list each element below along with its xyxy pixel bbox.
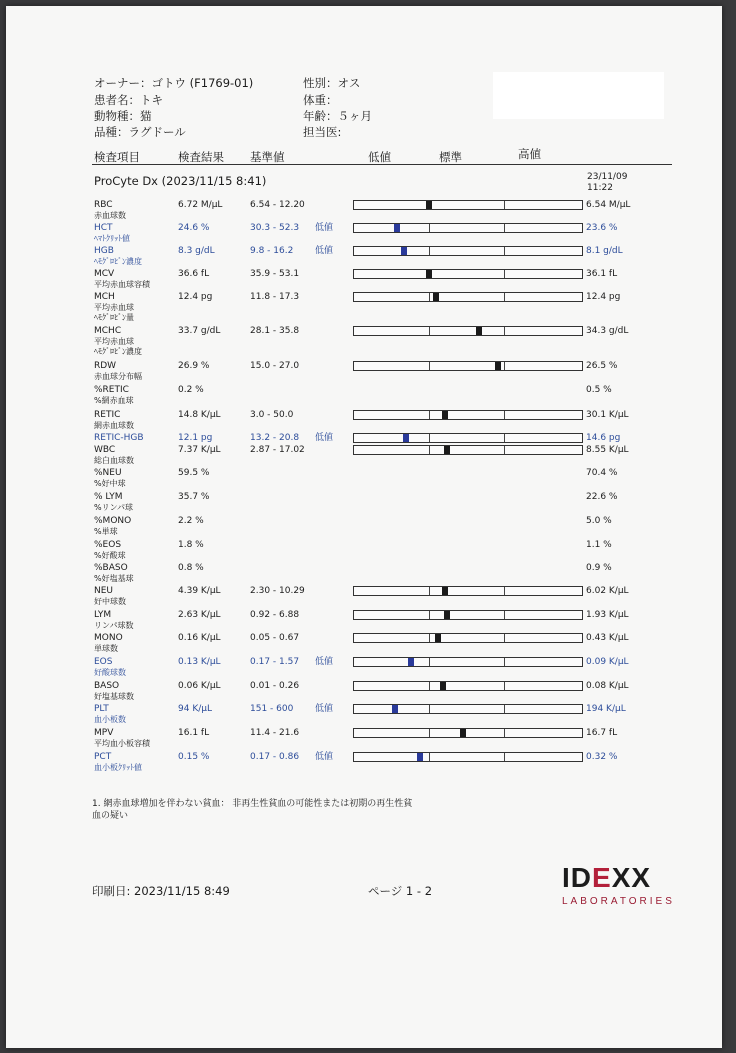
range-bar-neu (353, 586, 583, 596)
bar-divider (504, 411, 505, 419)
range-bar-pct (353, 752, 583, 762)
previous-mono: 5.0 % (586, 516, 612, 526)
print-date: 印刷日: 2023/11/15 8:49 (92, 884, 230, 898)
result-marker-mpv (460, 729, 466, 737)
report-page (6, 6, 722, 1048)
test-jp-mpv: 平均血小板容積 (94, 739, 150, 748)
result-marker-mchc (476, 327, 482, 335)
test-jp2-mch: ﾍﾓｸﾞﾛﾋﾞﾝ量 (94, 313, 134, 322)
test-jp-mono: 単球数 (94, 644, 118, 653)
bar-divider (504, 327, 505, 335)
reference-mono: 0.05 - 0.67 (250, 633, 300, 643)
test-name-neu: %NEU (94, 468, 122, 478)
test-jp-wbc: 総白血球数 (94, 456, 134, 465)
result-marker-neu (442, 587, 448, 595)
test-name-pct: PCT (94, 752, 112, 762)
result-mcv: 36.6 fL (178, 269, 210, 279)
test-name-retic: %RETIC (94, 385, 129, 395)
result-retic-hgb: 12.1 pg (178, 433, 213, 443)
bar-divider (429, 682, 430, 690)
range-bar-lym (353, 610, 583, 620)
reference-mchc: 28.1 - 35.8 (250, 326, 300, 336)
previous-mch: 12.4 pg (586, 292, 621, 302)
bar-divider (429, 587, 430, 595)
bar-divider (429, 658, 430, 666)
bar-divider (504, 362, 505, 370)
test-jp-pct: 血小板ｸﾘｯﾄ値 (94, 763, 142, 772)
result-marker-rdw (495, 362, 501, 370)
test-name-lym: LYM (94, 610, 112, 620)
test-jp-hct: ﾍﾏﾄｸﾘｯﾄ値 (94, 234, 130, 243)
test-name-mpv: MPV (94, 728, 114, 738)
previous-lym: 1.93 K/μL (586, 610, 629, 620)
test-name-rbc: RBC (94, 200, 113, 210)
prev-time: 11:22 (587, 183, 613, 193)
result-marker-eos (408, 658, 414, 666)
result-lym: 35.7 % (178, 492, 210, 502)
test-name-mcv: MCV (94, 269, 115, 279)
bar-divider (429, 327, 430, 335)
result-baso: 0.8 % (178, 563, 204, 573)
range-bar-rdw (353, 361, 583, 371)
bar-divider (504, 293, 505, 301)
test-name-wbc: WBC (94, 445, 116, 455)
reference-rbc: 6.54 - 12.20 (250, 200, 305, 210)
test-jp-eos: 好酸球数 (94, 668, 126, 677)
result-neu: 59.5 % (178, 468, 210, 478)
age: 年齢：５ヶ月 (303, 109, 372, 123)
previous-mcv: 36.1 fL (586, 269, 618, 279)
result-marker-retic-hgb (403, 434, 409, 442)
col-high: 高値 (518, 147, 541, 161)
result-marker-hct (394, 224, 400, 232)
analyzer-title: ProCyte Dx (2023/11/15 8:41) (94, 174, 267, 188)
previous-pct: 0.32 % (586, 752, 618, 762)
previous-mchc: 34.3 g/dL (586, 326, 629, 336)
test-jp-eos: %好酸球 (94, 551, 126, 560)
col-reference: 基準値 (250, 150, 285, 164)
reference-pct: 0.17 - 0.86 (250, 752, 300, 762)
test-jp-neu: 好中球数 (94, 597, 126, 606)
col-normal: 標準 (439, 150, 462, 164)
footnote-line-1: 1. 網赤血球増加を伴わない貧血： 非再生性貧血の可能性または初期の再生性貧 (92, 799, 413, 809)
test-jp-baso: 好塩基球数 (94, 692, 134, 701)
bar-divider (429, 753, 430, 761)
test-name-hgb: HGB (94, 246, 114, 256)
previous-baso: 0.08 K/μL (586, 681, 629, 691)
test-name-baso: BASO (94, 681, 120, 691)
bar-divider (504, 634, 505, 642)
test-jp-mono: %単球 (94, 527, 118, 536)
patient-name: 患者名：トキ (94, 93, 163, 107)
result-hgb: 8.3 g/dL (178, 246, 215, 256)
test-jp-neu: %好中球 (94, 479, 126, 488)
test-jp-retic: %網赤血球 (94, 396, 134, 405)
result-marker-wbc (444, 446, 450, 454)
result-neu: 4.39 K/μL (178, 586, 221, 596)
owner-line: オーナー：ゴトウ (F1769-01) (94, 76, 254, 90)
result-marker-plt (392, 705, 398, 713)
range-bar-plt (353, 704, 583, 714)
bar-divider (429, 705, 430, 713)
range-bar-baso (353, 681, 583, 691)
test-name-neu: NEU (94, 586, 114, 596)
page-number: ページ 1 - 2 (368, 884, 433, 898)
test-name-retic-hgb: RETIC-HGB (94, 433, 144, 443)
result-marker-rbc (426, 201, 432, 209)
test-name-lym: % LYM (94, 492, 123, 502)
bar-divider (429, 247, 430, 255)
test-jp-mcv: 平均赤血球容積 (94, 280, 150, 289)
result-marker-retic (442, 411, 448, 419)
previous-eos: 0.09 K/μL (586, 657, 629, 667)
flag-retic-hgb: 低値 (315, 433, 334, 443)
flag-plt: 低値 (315, 704, 334, 714)
bar-divider (504, 753, 505, 761)
test-jp-baso: %好塩基球 (94, 574, 134, 583)
previous-rbc: 6.54 M/μL (586, 200, 631, 210)
test-jp-plt: 血小板数 (94, 715, 126, 724)
bar-divider (429, 411, 430, 419)
bar-divider (504, 729, 505, 737)
col-low: 低値 (368, 150, 391, 164)
reference-plt: 151 - 600 (250, 704, 294, 714)
test-jp-rdw: 赤血球分布幅 (94, 372, 142, 381)
result-marker-mono (435, 634, 441, 642)
range-bar-retic (353, 410, 583, 420)
bar-divider (504, 611, 505, 619)
range-bar-hgb (353, 246, 583, 256)
previous-plt: 194 K/μL (586, 704, 626, 714)
bar-divider (504, 434, 505, 442)
previous-hct: 23.6 % (586, 223, 618, 233)
range-bar-mpv (353, 728, 583, 738)
result-marker-hgb (401, 247, 407, 255)
result-mono: 2.2 % (178, 516, 204, 526)
test-jp-lym: リンパ球数 (94, 621, 134, 630)
bar-divider (504, 705, 505, 713)
result-plt: 94 K/μL (178, 704, 212, 714)
previous-mono: 0.43 K/μL (586, 633, 629, 643)
reference-hct: 30.3 - 52.3 (250, 223, 300, 233)
result-retic: 14.8 K/μL (178, 410, 221, 420)
result-mono: 0.16 K/μL (178, 633, 221, 643)
reference-rdw: 15.0 - 27.0 (250, 361, 300, 371)
previous-eos: 1.1 % (586, 540, 612, 550)
test-jp-lym: %リンパ球 (94, 503, 134, 512)
bar-divider (429, 293, 430, 301)
flag-pct: 低値 (315, 752, 334, 762)
test-name-baso: %BASO (94, 563, 128, 573)
test-jp-rbc: 赤血球数 (94, 211, 126, 220)
test-jp2-mchc: ﾍﾓｸﾞﾛﾋﾞﾝ濃度 (94, 347, 142, 356)
result-marker-baso (440, 682, 446, 690)
result-eos: 1.8 % (178, 540, 204, 550)
test-name-eos: %EOS (94, 540, 122, 550)
doctor: 担当医: (303, 125, 342, 139)
breed: 品種：ラグドール (94, 125, 186, 139)
reference-baso: 0.01 - 0.26 (250, 681, 300, 691)
range-bar-retic-hgb (353, 433, 583, 443)
species: 動物種：猫 (94, 109, 152, 123)
reference-lym: 0.92 - 6.88 (250, 610, 300, 620)
previous-baso: 0.9 % (586, 563, 612, 573)
result-mchc: 33.7 g/dL (178, 326, 221, 336)
test-jp-retic: 網赤血球数 (94, 421, 134, 430)
flag-eos: 低値 (315, 657, 334, 667)
reference-eos: 0.17 - 1.57 (250, 657, 300, 667)
reference-wbc: 2.87 - 17.02 (250, 445, 305, 455)
previous-neu: 70.4 % (586, 468, 618, 478)
bar-divider (429, 434, 430, 442)
result-eos: 0.13 K/μL (178, 657, 221, 667)
bar-divider (429, 634, 430, 642)
result-retic: 0.2 % (178, 385, 204, 395)
test-name-mono: %MONO (94, 516, 132, 526)
bar-divider (429, 446, 430, 454)
previous-rdw: 26.5 % (586, 361, 618, 371)
test-name-mch: MCH (94, 292, 115, 302)
reference-mpv: 11.4 - 21.6 (250, 728, 300, 738)
previous-retic: 0.5 % (586, 385, 612, 395)
bar-divider (429, 362, 430, 370)
bar-divider (504, 658, 505, 666)
redacted-area (493, 72, 664, 119)
range-bar-mchc (353, 326, 583, 336)
result-marker-lym (444, 611, 450, 619)
bar-divider (429, 611, 430, 619)
col-result: 検査結果 (178, 150, 224, 164)
prev-date: 23/11/09 (587, 172, 628, 182)
test-name-retic: RETIC (94, 410, 121, 420)
range-bar-mono (353, 633, 583, 643)
result-baso: 0.06 K/μL (178, 681, 221, 691)
result-rbc: 6.72 M/μL (178, 200, 223, 210)
result-marker-pct (417, 753, 423, 761)
test-name-rdw: RDW (94, 361, 117, 371)
bar-divider (504, 224, 505, 232)
reference-neu: 2.30 - 10.29 (250, 586, 305, 596)
bar-divider (429, 224, 430, 232)
result-mpv: 16.1 fL (178, 728, 210, 738)
result-rdw: 26.9 % (178, 361, 210, 371)
idexx-logo: IDEXX LABORATORIES (562, 862, 675, 907)
range-bar-mcv (353, 269, 583, 279)
bar-divider (504, 587, 505, 595)
previous-retic-hgb: 14.6 pg (586, 433, 621, 443)
test-name-hct: HCT (94, 223, 113, 233)
reference-mch: 11.8 - 17.3 (250, 292, 300, 302)
bar-divider (504, 201, 505, 209)
weight: 体重： (303, 93, 338, 107)
test-jp-hgb: ﾍﾓｸﾞﾛﾋﾞﾝ濃度 (94, 257, 142, 266)
test-name-mchc: MCHC (94, 326, 122, 336)
footnote-line-2: 血の疑い (92, 811, 129, 821)
col-test: 検査項目 (94, 150, 140, 164)
range-bar-eos (353, 657, 583, 667)
range-bar-hct (353, 223, 583, 233)
result-pct: 0.15 % (178, 752, 210, 762)
reference-retic-hgb: 13.2 - 20.8 (250, 433, 300, 443)
result-lym: 2.63 K/μL (178, 610, 221, 620)
bar-divider (429, 729, 430, 737)
flag-hgb: 低値 (315, 246, 334, 256)
result-wbc: 7.37 K/μL (178, 445, 221, 455)
result-marker-mch (433, 293, 439, 301)
previous-mpv: 16.7 fL (586, 728, 618, 738)
test-jp-mch: 平均赤血球 (94, 303, 134, 312)
bar-divider (504, 247, 505, 255)
bar-divider (504, 682, 505, 690)
result-mch: 12.4 pg (178, 292, 213, 302)
header-rule (92, 164, 672, 165)
previous-hgb: 8.1 g/dL (586, 246, 623, 256)
sex: 性別：オス (303, 76, 361, 90)
bar-divider (504, 446, 505, 454)
reference-retic: 3.0 - 50.0 (250, 410, 294, 420)
previous-retic: 30.1 K/μL (586, 410, 629, 420)
previous-wbc: 8.55 K/μL (586, 445, 629, 455)
result-marker-mcv (426, 270, 432, 278)
range-bar-wbc (353, 445, 583, 455)
range-bar-mch (353, 292, 583, 302)
previous-neu: 6.02 K/μL (586, 586, 629, 596)
result-hct: 24.6 % (178, 223, 210, 233)
previous-lym: 22.6 % (586, 492, 618, 502)
flag-hct: 低値 (315, 223, 334, 233)
test-jp-mchc: 平均赤血球 (94, 337, 134, 346)
bar-divider (504, 270, 505, 278)
reference-hgb: 9.8 - 16.2 (250, 246, 294, 256)
range-bar-rbc (353, 200, 583, 210)
reference-mcv: 35.9 - 53.1 (250, 269, 300, 279)
test-name-eos: EOS (94, 657, 113, 667)
test-name-mono: MONO (94, 633, 123, 643)
test-name-plt: PLT (94, 704, 109, 714)
